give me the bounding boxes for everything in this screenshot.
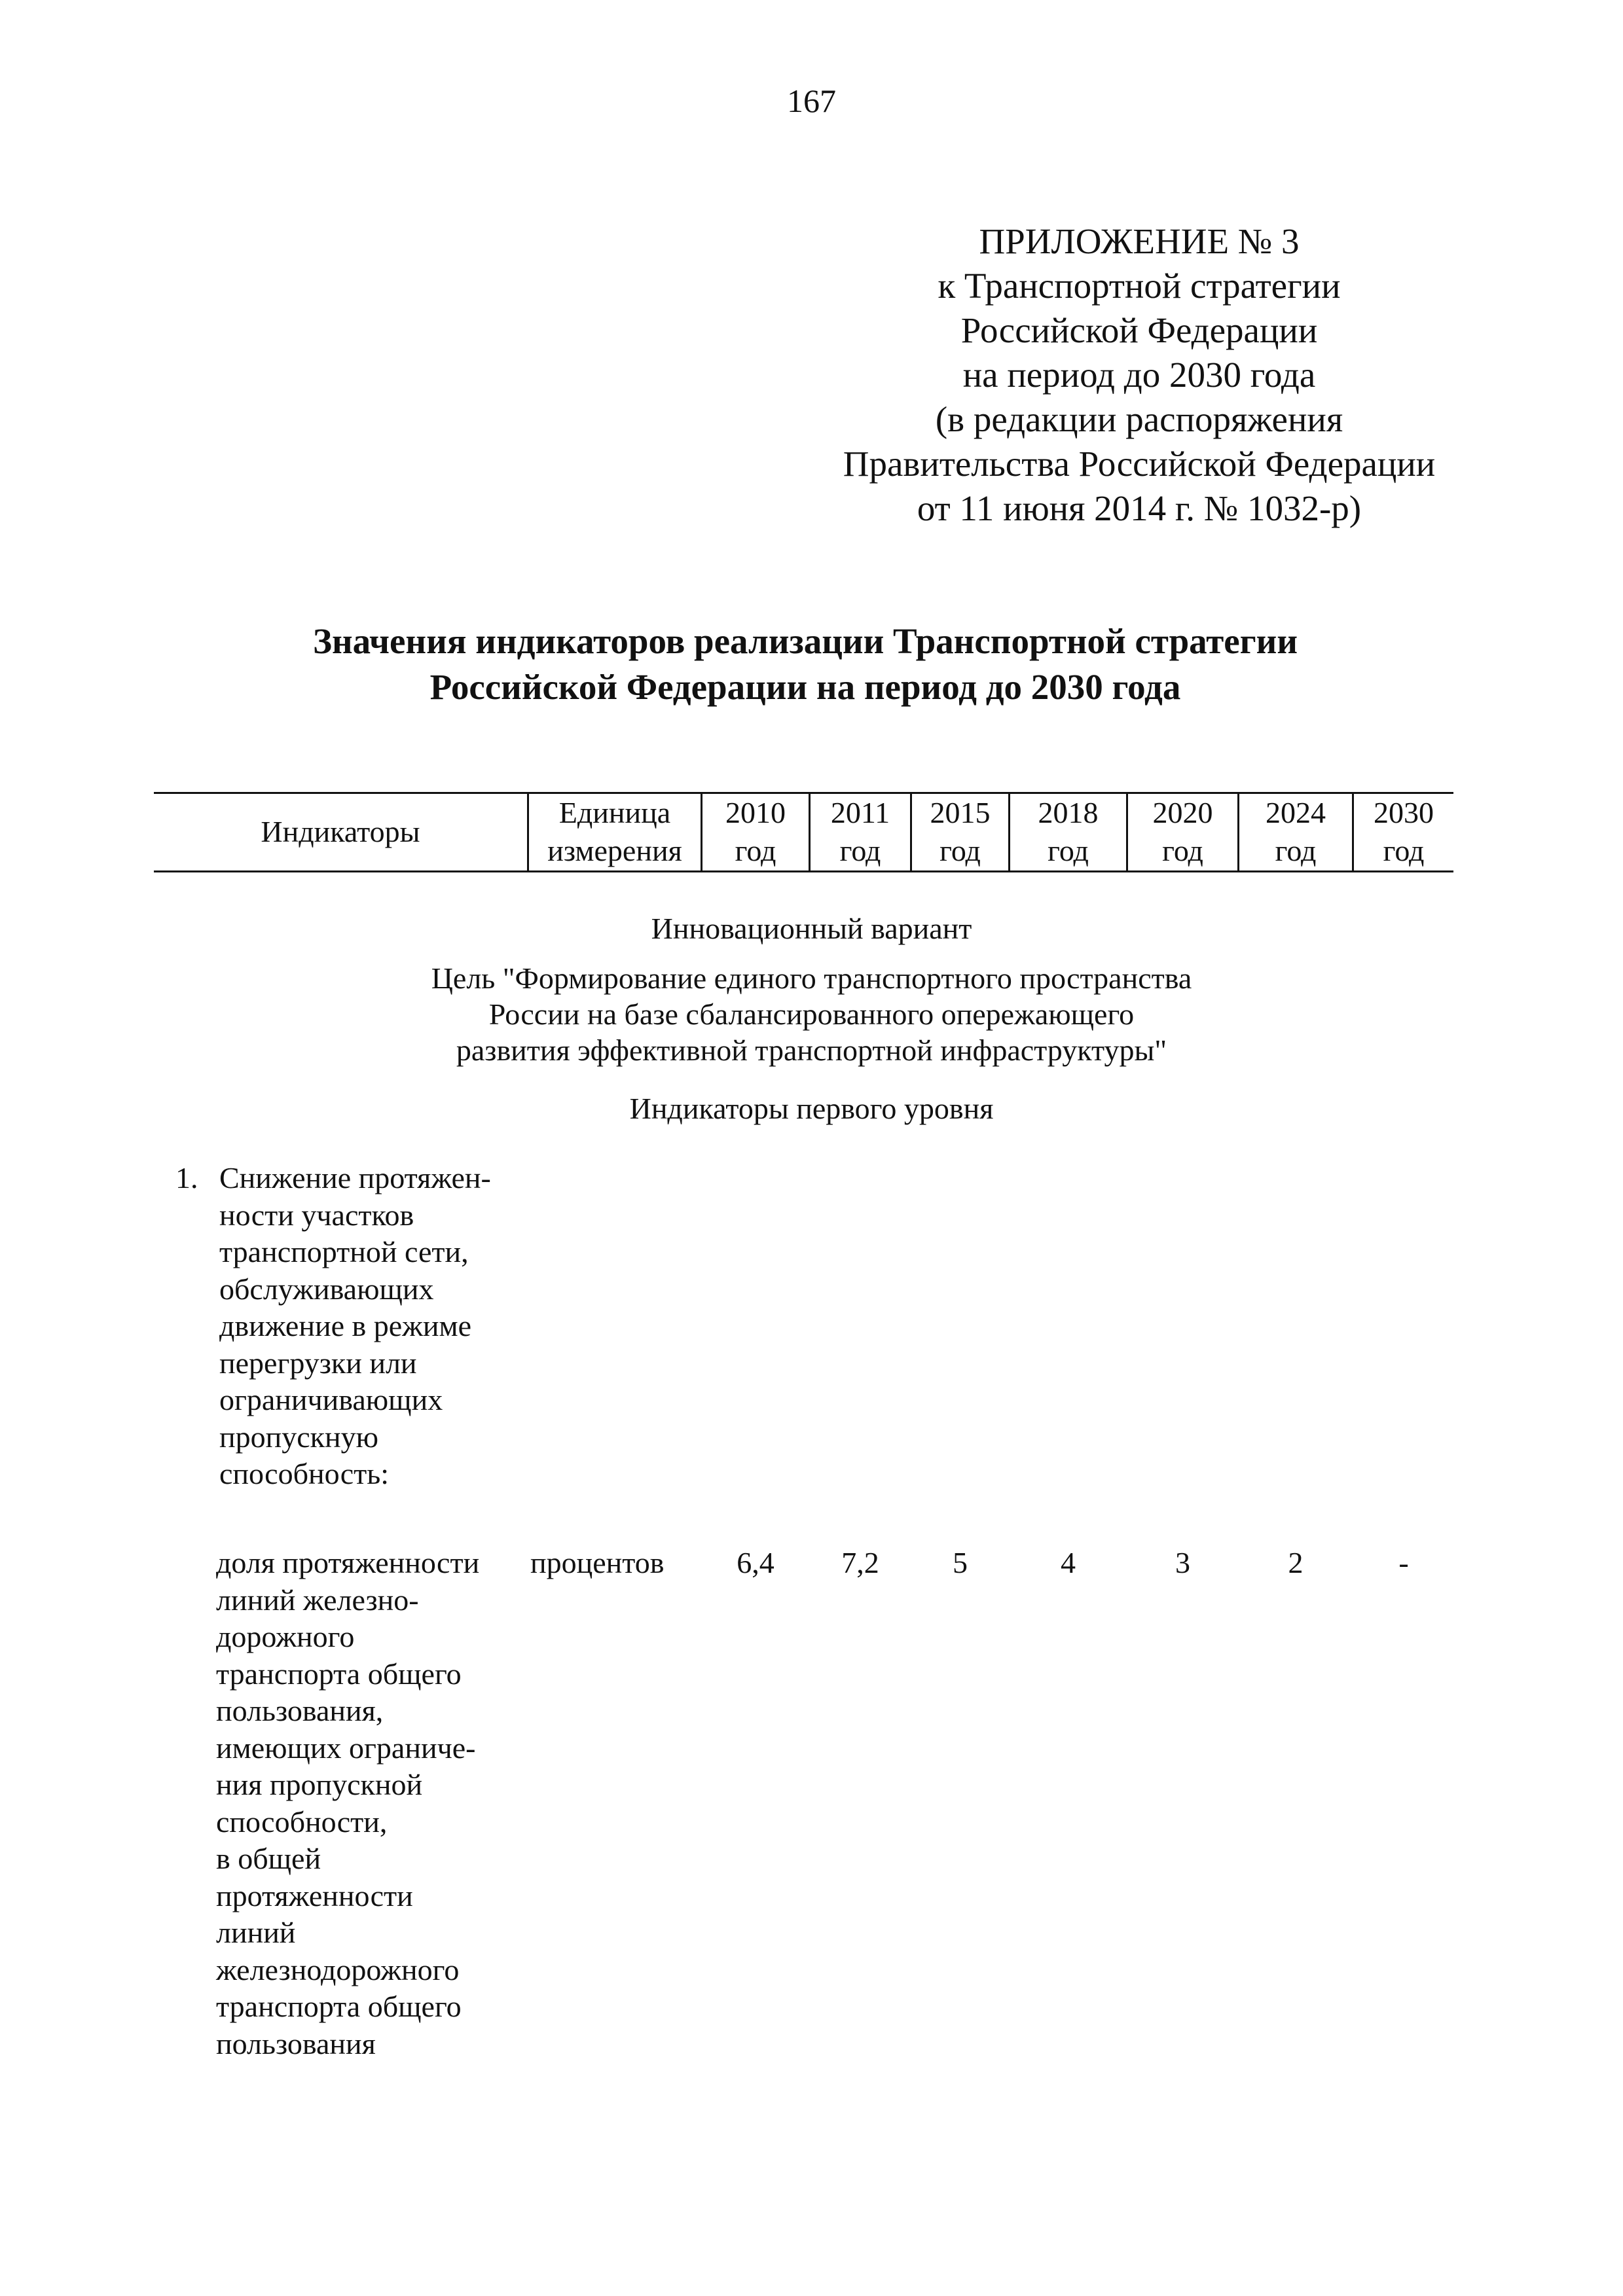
document-title [196, 619, 1414, 710]
row-line: дорожного [216, 1620, 355, 1653]
row-line: пользования [216, 2026, 376, 2060]
goal-line: России на базе сбалансированного опережающего [488, 997, 1135, 1031]
value-2015: 5 [953, 1546, 968, 1579]
header-unit-line: измерения [547, 834, 682, 867]
row-line: железнодорожного [216, 1952, 460, 1986]
appendix-line: ПРИЛОЖЕНИЕ № 3 [979, 221, 1300, 261]
item-line: обслуживающих [219, 1272, 434, 1306]
goal-heading [0, 960, 1623, 1068]
appendix-line: к Транспортной стратегии [938, 266, 1341, 306]
header-year-2018 [1010, 794, 1126, 870]
item-line: способность: [219, 1457, 390, 1490]
value-2020: 3 [1175, 1546, 1190, 1579]
header-unit [529, 794, 701, 870]
year-suffix: год [1162, 834, 1203, 867]
appendix-line: на период до 2030 года [962, 355, 1316, 395]
row-line: способности, [216, 1804, 388, 1839]
header-year-2010 [702, 794, 809, 870]
year-label: 2010 [725, 796, 786, 829]
appendix-line: (в редакции распоряжения [935, 399, 1343, 439]
header-year-2015 [912, 794, 1008, 870]
item-line: Снижение протяжен- [219, 1161, 491, 1194]
item-line: транспортной сети, [219, 1235, 469, 1268]
goal-line: Цель "Формирование единого транспортного пространства [431, 961, 1192, 995]
year-label: 2015 [930, 796, 991, 829]
year-suffix: год [1275, 834, 1317, 867]
header-indicators: Индикаторы [261, 815, 420, 848]
row-line: транспорта общего [216, 1657, 462, 1691]
year-label: 2020 [1152, 796, 1213, 829]
year-suffix: год [839, 834, 881, 867]
year-label: 2030 [1374, 796, 1434, 829]
row-line: доля протяженности [216, 1546, 480, 1579]
title-line: Значения индикаторов реализации Транспортной стратегии [312, 621, 1298, 661]
year-suffix: год [1048, 834, 1089, 867]
title-line: Российской Федерации на период до 2030 года [429, 667, 1181, 707]
header-year-2020 [1128, 794, 1237, 870]
year-suffix: год [735, 834, 776, 867]
value-2024: 2 [1288, 1546, 1304, 1579]
year-suffix: год [939, 834, 981, 867]
year-label: 2024 [1266, 796, 1326, 829]
appendix-header [805, 219, 1473, 531]
year-label: 2018 [1038, 796, 1099, 829]
table-bottom-rule [154, 870, 1453, 872]
item-number: 1. [175, 1161, 198, 1194]
year-suffix: год [1383, 834, 1425, 867]
header-year-2011 [811, 794, 910, 870]
item-line: пропускную [219, 1420, 378, 1454]
appendix-line: Российской Федерации [960, 310, 1318, 350]
item-description [219, 1160, 491, 1493]
header-year-2024 [1239, 794, 1352, 870]
row-line: линий железно- [216, 1583, 419, 1617]
row-line: имеющих ограниче- [216, 1731, 476, 1765]
row-line: в общей [216, 1842, 321, 1875]
item-line: движение в режиме [219, 1309, 472, 1342]
row-unit: процентов [530, 1546, 665, 1579]
appendix-line: Правительства Российской Федерации [843, 444, 1436, 484]
item-line: ности участков [219, 1198, 414, 1232]
level-heading: Индикаторы первого уровня [629, 1092, 994, 1125]
row-line: линий [216, 1916, 296, 1949]
header-unit-line: Единица [558, 796, 671, 829]
value-2010: 6,4 [737, 1546, 775, 1579]
appendix-line: от 11 июня 2014 г. № 1032-р) [917, 488, 1362, 528]
row-line: ния пропускной [216, 1768, 423, 1801]
row-line: протяженности [216, 1878, 413, 1912]
page-number: 167 [787, 82, 836, 119]
row-line: транспорта общего [216, 1990, 462, 2023]
value-2011: 7,2 [841, 1546, 879, 1579]
item-line: перегрузки или [219, 1346, 417, 1380]
item-line: ограничивающих [219, 1383, 443, 1416]
year-label: 2011 [830, 796, 890, 829]
goal-line: развития эффективной транспортной инфраструктуры" [456, 1033, 1167, 1067]
header-year-2030 [1354, 794, 1453, 870]
variant-heading: Инновационный вариант [651, 912, 972, 945]
row-indicator-text [216, 1545, 479, 2062]
value-2030: - [1398, 1546, 1409, 1579]
row-line: пользования, [216, 1694, 384, 1727]
value-2018: 4 [1061, 1546, 1076, 1579]
